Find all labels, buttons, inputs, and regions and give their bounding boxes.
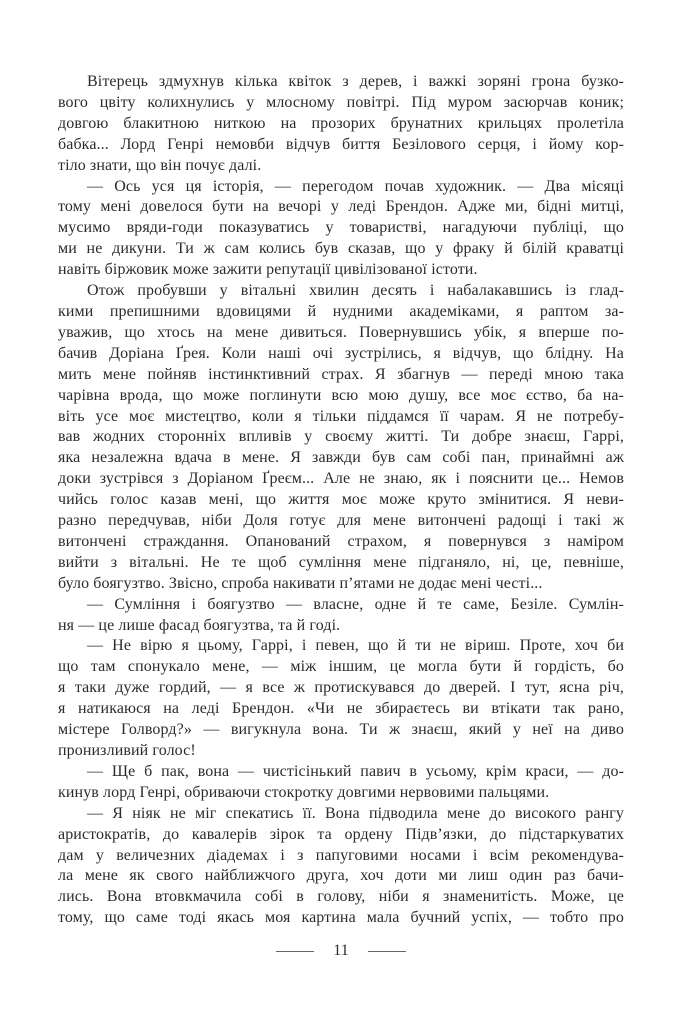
- text-line: я таки дуже гордий, — я все ж протискувався до дверей. І тут, ясна річ,: [58, 679, 624, 697]
- text-line: ня — це лише фасад боягузтва, та й годі.: [58, 616, 341, 634]
- paragraph: [58, 636, 624, 761]
- text-line: чийсь голос казав мені, що життя моє може круто змінитися. Я неви-: [58, 491, 624, 509]
- text-line: Отож пробувши у вітальні хвилин десять і набалакавшись із глад-: [87, 282, 624, 300]
- text-line: вого цвіту колихнулись у млосному повітрі. Під муром засюрчав коник;: [58, 93, 624, 111]
- text-line: бабка... Лорд Генрі немовби відчув биття Безілового серця, і йому кор-: [58, 135, 624, 153]
- text-line: містере Голворд?» — вигукнула вона. Ти ж знаєш, який у неї на диво: [58, 721, 624, 739]
- text-line: навіть біржовик може зажити репутації цивілізованої істоти.: [58, 261, 478, 279]
- text-line: тому мені довелося бути на вечорі у леді Брендон. Адже ми, бідні митці,: [58, 198, 624, 216]
- text-line: кинув лорд Генрі, обриваючи стокротку довгими нервовими пальцями.: [58, 783, 550, 801]
- text-line: що там спонукало мене, — між іншим, це могла бути й гордість, бо: [58, 658, 624, 676]
- text-line: аристократів, до кавалерів зірок та ордену Підв’язки, до підстаркуватих: [58, 825, 624, 843]
- text-line: ми не дикуни. Ти ж сам колись був сказав, що у фраку й білій краватці: [58, 240, 624, 258]
- text-line: віть усе моє мистецтво, коли я тільки піддамся її чарам. Я не потребу-: [58, 407, 624, 425]
- text-line: мить мене пойняв інстинктивний страх. Я збагнув — переді мною така: [58, 365, 624, 383]
- text-line: доки зустрівся з Доріаном Ґреєм... Але не знаю, як і пояснити це... Немов: [58, 470, 624, 488]
- text-line: — Ще б пак, вона — чистісінький павич в усьому, крім краси, — до-: [87, 762, 624, 780]
- paragraph: [58, 72, 624, 177]
- page-footer: [0, 940, 682, 962]
- text-line: разно передчував, ніби Доля готує для мене витончені радощі і такі ж: [58, 512, 624, 530]
- paragraph: [58, 177, 624, 282]
- footer-right-rule: [368, 951, 406, 952]
- text-line: було боягузтво. Звісно, спроба накивати п’ятами не додає мені честі...: [58, 574, 543, 592]
- text-block: [58, 72, 624, 929]
- text-line: чарівна врода, що може поглинути всю мою душу, все моє єство, ба на-: [58, 386, 624, 404]
- text-line: лись. Вона втовкмачила собі в голову, ніби я знаменитість. Може, це: [58, 888, 624, 906]
- text-line: — Я ніяк не міг спекатись її. Вона підводила мене до високого рангу: [87, 804, 624, 822]
- text-line: дам у величезних діадемах і з папуговими носами і всім рекомендува-: [58, 846, 624, 864]
- paragraph: [58, 804, 624, 929]
- text-line: бачив Доріана Ґрея. Коли наші очі зустрілись, я відчув, що блідну. На: [58, 344, 624, 362]
- page-number: 11: [333, 942, 349, 959]
- text-line: уважив, що хтось на мене дивиться. Повернувшись убік, я вперше по-: [58, 323, 624, 341]
- text-line: пронизливий голос!: [58, 742, 196, 759]
- paragraph: [58, 595, 624, 637]
- text-line: — Не вірю я цьому, Гаррі, і певен, що й ти не віриш. Проте, хоч би: [87, 637, 624, 655]
- text-line: — Ось уся ця історія, — перегодом почав художник. — Два місяці: [87, 177, 624, 195]
- text-line: мусимо вряди-годи показуватись у товаристві, нагадуючи публіці, що: [58, 219, 624, 237]
- text-line: яка незалежна вдача в мене. Я завжди був сам собі пан, принаймні аж: [58, 449, 624, 467]
- text-line: вийти з вітальні. Не те щоб сумління мене підганяло, ні, це, певніше,: [58, 553, 624, 571]
- text-line: — Сумління і боягузтво — власне, одне й те саме, Безіле. Сумлін-: [87, 595, 624, 613]
- footer-left-rule: [276, 951, 314, 952]
- paragraph: [58, 281, 624, 595]
- text-line: довгою блакитною ниткою на прозорих брунатних крильцях пролетіла: [58, 114, 624, 132]
- text-line: вав жодних сторонніх впливів у своєму житті. Ти добре знаєш, Гаррі,: [58, 428, 624, 446]
- paragraph: [58, 762, 624, 804]
- text-line: ла мене як свого найближчого друга, хоч доти ми лиш один раз бачи-: [58, 867, 624, 885]
- text-line: витончені страждання. Опанований страхом, я повернувся з наміром: [58, 532, 624, 550]
- text-line: Вітерець здмухнув кілька квіток з дерев, і важкі зоряні грона бузко-: [87, 73, 624, 90]
- text-line: кими препишними вдовицями й нудними академіками, я раптом за-: [58, 302, 624, 320]
- text-line: тому, що саме тоді якась моя картина мала бучний успіх, — тобто про: [58, 909, 624, 927]
- text-line: я натикаюся на леді Брендон. «Чи не збираєтесь ви втікати так рано,: [58, 700, 624, 718]
- text-line: тіло знати, що він почує далі.: [58, 156, 262, 174]
